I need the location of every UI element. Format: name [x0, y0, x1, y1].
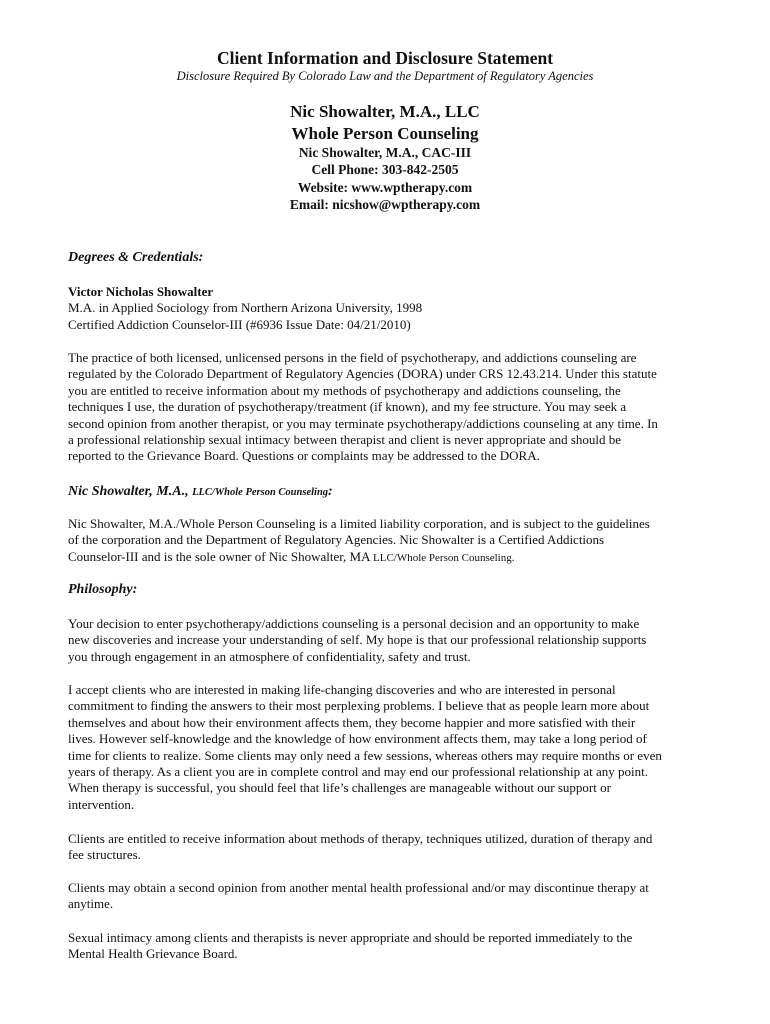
document-title: Client Information and Disclosure Statement: [216, 48, 554, 68]
paragraph-line: intervention.: [68, 796, 135, 812]
paragraph-line: Nic Showalter, M.A./Whole Person Counseling is a limited liability corporation, and is subject to the guidelines: [68, 516, 650, 531]
llc-heading: [68, 484, 333, 500]
llc-heading-colon: :: [328, 484, 333, 499]
paragraph-line: When therapy is successful, you should feel that life’s challenges are manageable without our support or: [68, 780, 611, 796]
philosophy-paragraph-3: [68, 831, 718, 864]
paragraph-line: Your decision to enter psychotherapy/addictions counseling is a personal decision and an opportunity to make: [68, 616, 640, 631]
credentials-block: [68, 284, 718, 333]
paragraph-line: a professional relationship sexual intimacy between therapist and client is never appropriate and should be: [68, 432, 622, 448]
paragraph-line: years of therapy. As a client you are in complete control and may end our professional relationship at any point.: [68, 764, 649, 780]
philosophy-paragraph-5: [68, 930, 718, 963]
paragraph-line: time for clients to realize. Some clients may only need a few sessions, whereas others may require months or even: [68, 747, 662, 763]
paragraph-line: commitment to finding the answers to their most perplexing problems. I believe that as people learn more about: [68, 698, 650, 714]
firm-name: Nic Showalter, M.A., LLC: [290, 102, 480, 121]
credential-name: Victor Nicholas Showalter: [68, 284, 214, 299]
paragraph-line: The practice of both licensed, unlicensed persons in the field of psychotherapy, and addictions counseling are: [68, 350, 637, 365]
philosophy-paragraph-2: [68, 682, 718, 813]
paragraph-line: techniques I use, the duration of psychotherapy/treatment (if known), and my fee structure. You may seek a: [68, 399, 627, 415]
llc-paragraph: [68, 516, 718, 566]
paragraph-line: you are entitled to receive information about my methods of psychotherapy and addictions counseling, the: [68, 382, 621, 398]
paragraph-line: Mental Health Grievance Board.: [68, 946, 238, 962]
firm-subname: Whole Person Counseling: [291, 124, 479, 143]
llc-line3-small: LLC/Whole Person Counseling.: [373, 551, 515, 564]
llc-heading-main: Nic Showalter, M.A.,: [68, 484, 193, 499]
paragraph-line: Clients are entitled to receive information about methods of therapy, techniques utilized, duration of therapy and: [68, 831, 653, 846]
llc-line3-main: Counselor-III and is the sole owner of Nic Showalter, MA: [68, 548, 374, 564]
paragraph-line: of the corporation and the Department of Regulatory Agencies. Nic Showalter is a Certified Addictions: [68, 532, 605, 548]
paragraph-line: second opinion from another therapist, or you may terminate psychotherapy/addictions counseling at any time. In: [68, 415, 658, 431]
document-subtitle: Disclosure Required By Colorado Law and the Department of Regulatory Agencies: [176, 69, 594, 83]
credential-degree: M.A. in Applied Sociology from Northern Arizona University, 1998: [68, 300, 423, 316]
paragraph-line: I accept clients who are interested in making life-changing discoveries and who are interested in personal: [68, 682, 616, 697]
paragraph-line: anytime.: [68, 896, 114, 912]
degrees-heading: Degrees & Credentials:: [68, 250, 204, 265]
paragraph-line: fee structures.: [68, 847, 141, 863]
philosophy-paragraph-4: [68, 880, 718, 913]
philosophy-paragraph-1: [68, 616, 718, 665]
practice-paragraph: [68, 350, 718, 465]
paragraph-line: regulated by the Colorado Department of Regulatory Agencies (DORA) under CRS 12.43.214. Under this statute: [68, 366, 657, 382]
contact-website: Website: www.wptherapy.com: [297, 180, 473, 195]
paragraph-line: Clients may obtain a second opinion from another mental health professional and/or may discontinue therapy at: [68, 880, 649, 895]
credential-certification: Certified Addiction Counselor-III (#6936 Issue Date: 04/21/2010): [68, 316, 411, 332]
contact-phone: Cell Phone: 303-842-2505: [311, 162, 459, 177]
paragraph-line: Sexual intimacy among clients and therapists is never appropriate and should be reported immediately to the: [68, 930, 633, 945]
paragraph-line: you through engagement in an atmosphere of confidentiality, safety and trust.: [68, 648, 471, 664]
paragraph-line: lives. However self-knowledge and the knowledge of how environment affects them, may take a long period of: [68, 731, 647, 747]
contact-email: Email: nicshow@wptherapy.com: [289, 197, 481, 212]
paragraph-line: reported to the Grievance Board. Questions or complaints may be addressed to the DORA.: [68, 448, 540, 464]
paragraph-line: [68, 549, 718, 566]
paragraph-line: new discoveries and increase your understanding of self. My hope is that our professional relationship supports: [68, 632, 647, 648]
llc-heading-small: LLC/Whole Person Counseling: [192, 487, 329, 498]
philosophy-heading: Philosophy:: [68, 582, 138, 597]
contact-name: Nic Showalter, M.A., CAC-III: [298, 145, 472, 160]
paragraph-line: themselves and about how their environment affects them, they become happier and more satisfied with their: [68, 714, 636, 730]
